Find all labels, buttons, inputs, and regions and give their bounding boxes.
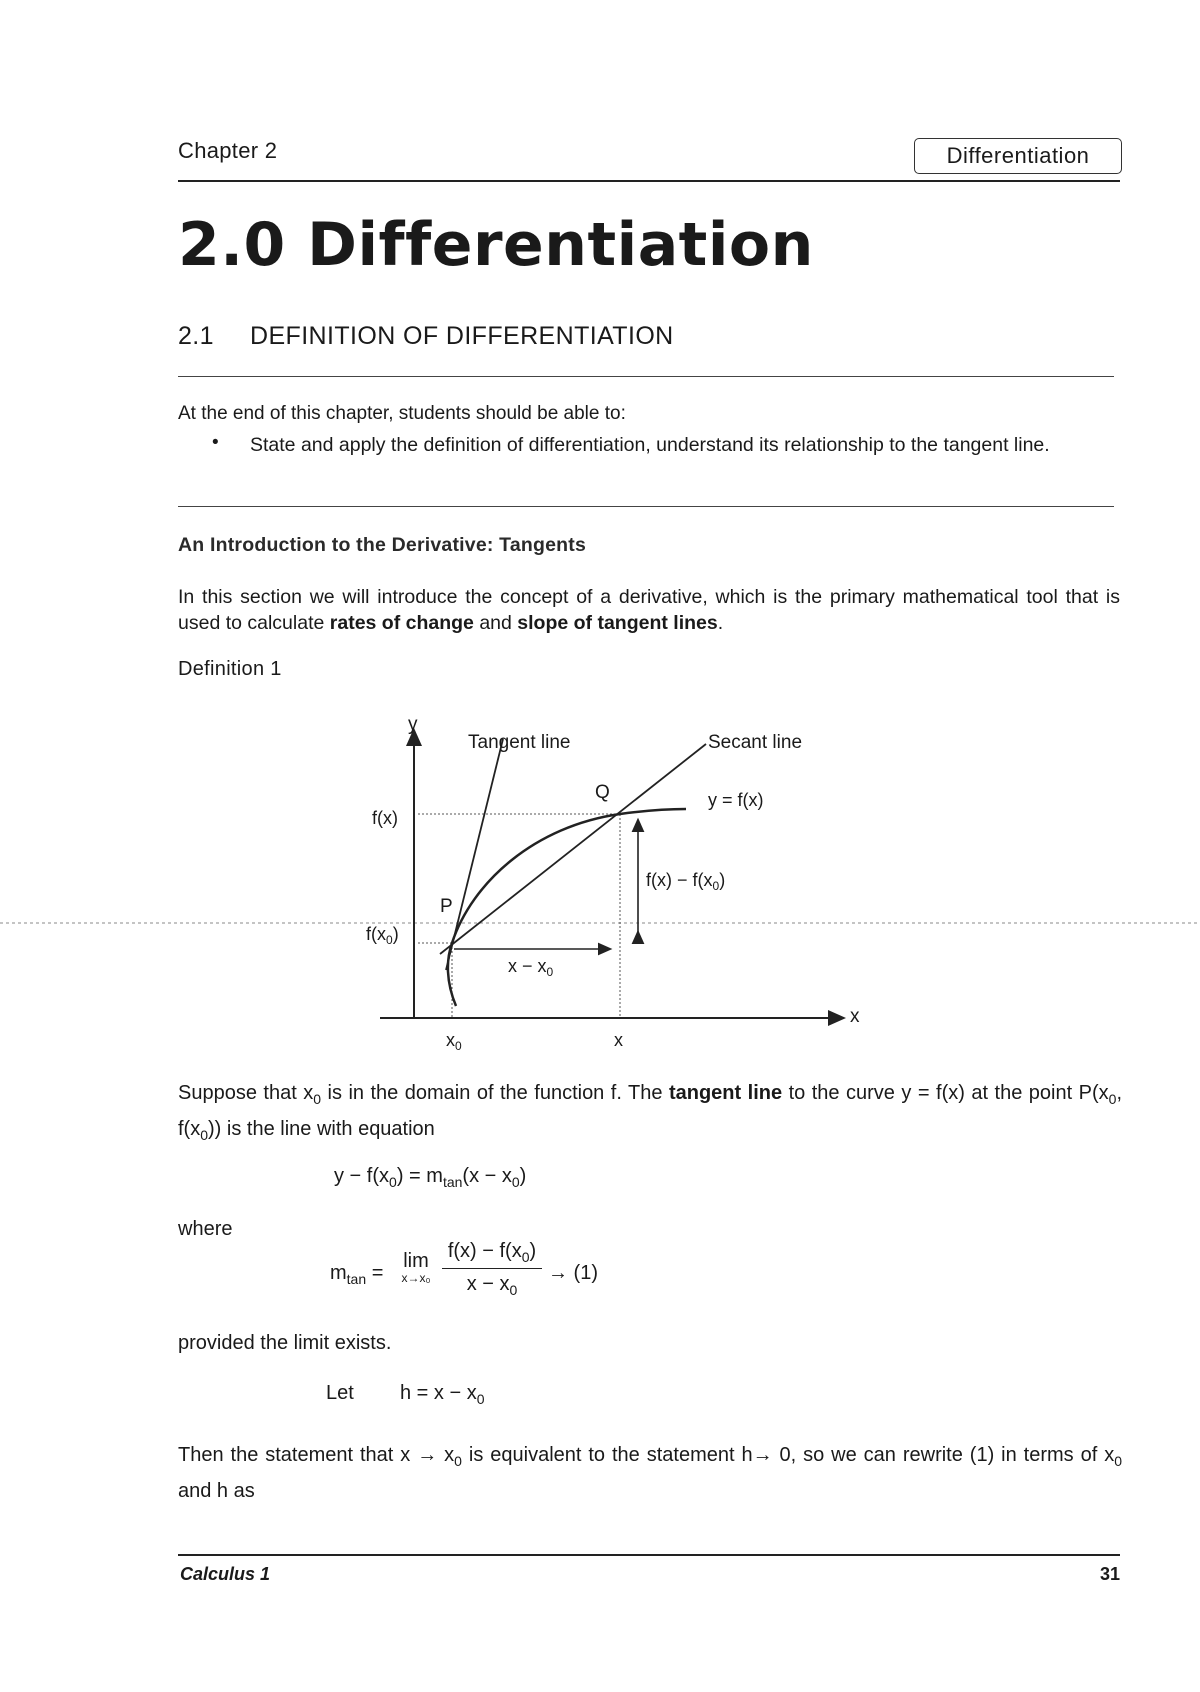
- fx0-axis-label: $f(x_0)$: [366, 924, 399, 947]
- tangent-line-equation: $y - f(x_0) = m_{tan}(x - x_0)$: [334, 1165, 527, 1190]
- difference-quotient: [442, 1240, 542, 1298]
- bullet-marker: •: [212, 432, 219, 453]
- intro-paragraph: In this section we will introduce the concept of a derivative, which is the primary mathematical tool that is used to calculate rates of change and slope of tangent lines.: [178, 586, 1120, 634]
- suppose-paragraph: Suppose that $x_0$ is in the domain of the function f. The tangent line to the curve y = f(x) at the point $P(x_0$, $f(x_0)$) is the line with equation: [178, 1082, 1122, 1143]
- function-curve: [448, 809, 686, 1006]
- footer-book-title: Calculus 1: [180, 1564, 271, 1584]
- quotient-denominator: $x - x_0$: [466, 1273, 518, 1298]
- chapter-badge: Differentiation: [914, 138, 1122, 174]
- provided-text: provided the limit exists.: [178, 1332, 392, 1354]
- mtan-lhs: $m_{tan}$ =: [330, 1262, 384, 1287]
- curve-label: y = f(x): [708, 790, 764, 810]
- bold-slope-of-tangent-lines: slope of tangent lines: [517, 612, 718, 634]
- section-heading: [178, 322, 674, 351]
- point-q-label: Q: [595, 782, 610, 803]
- definition-label: Definition 1: [178, 658, 282, 680]
- page-title: 2.0 Differentiation: [178, 210, 814, 280]
- objectives-top-rule: [178, 376, 1114, 377]
- fx-axis-label: f(x): [372, 808, 398, 828]
- section-title: DEFINITION OF DIFFERENTIATION: [250, 322, 674, 350]
- tangent-line-label: Tangent line: [468, 732, 571, 753]
- x-tick-label: x: [614, 1030, 623, 1050]
- limit-operator: lim x→x₀: [401, 1250, 431, 1285]
- page-number: 31: [1099, 1564, 1120, 1584]
- then-paragraph: Then the statement that $x \to x_0$ is equivalent to the statement h→ 0, so we can rewrite (1) in terms of $x_0$ and h as: [178, 1444, 1122, 1502]
- run-label: $x - x_0$: [508, 956, 554, 979]
- quotient-numerator: $f(x) - f(x_0)$: [442, 1240, 542, 1269]
- y-axis-label: y: [408, 714, 418, 735]
- bold-rates-of-change: rates of change: [329, 612, 474, 634]
- tangent-line: [446, 739, 503, 970]
- rise-label: $f(x) - f(x_0)$: [646, 870, 726, 893]
- equation-reference: → (1): [548, 1262, 598, 1284]
- chapter-label: Chapter 2: [178, 138, 278, 163]
- x0-tick-label: $x_0$: [446, 1030, 462, 1053]
- footer-rule: [178, 1554, 1120, 1556]
- objectives-intro: At the end of this chapter, students should be able to:: [178, 403, 626, 424]
- header-rule: [178, 180, 1120, 182]
- where-label: where: [178, 1218, 233, 1240]
- section-number: 2.1: [178, 322, 214, 350]
- intro-heading: An Introduction to the Derivative: Tangents: [178, 534, 587, 556]
- let-word: Let: [326, 1382, 354, 1404]
- bold-tangent-line: tangent line: [668, 1082, 783, 1104]
- objective-item: State and apply the definition of differentiation, understand its relationship to the tangent line.: [250, 434, 1050, 456]
- tangent-secant-diagram: [0, 706, 1200, 1066]
- x-axis-label: x: [850, 1006, 860, 1027]
- objectives-bottom-rule: [178, 506, 1114, 507]
- secant-line-label: Secant line: [708, 732, 803, 753]
- point-p-label: P: [440, 896, 453, 917]
- h-definition: $h = x - x_0$: [400, 1382, 485, 1407]
